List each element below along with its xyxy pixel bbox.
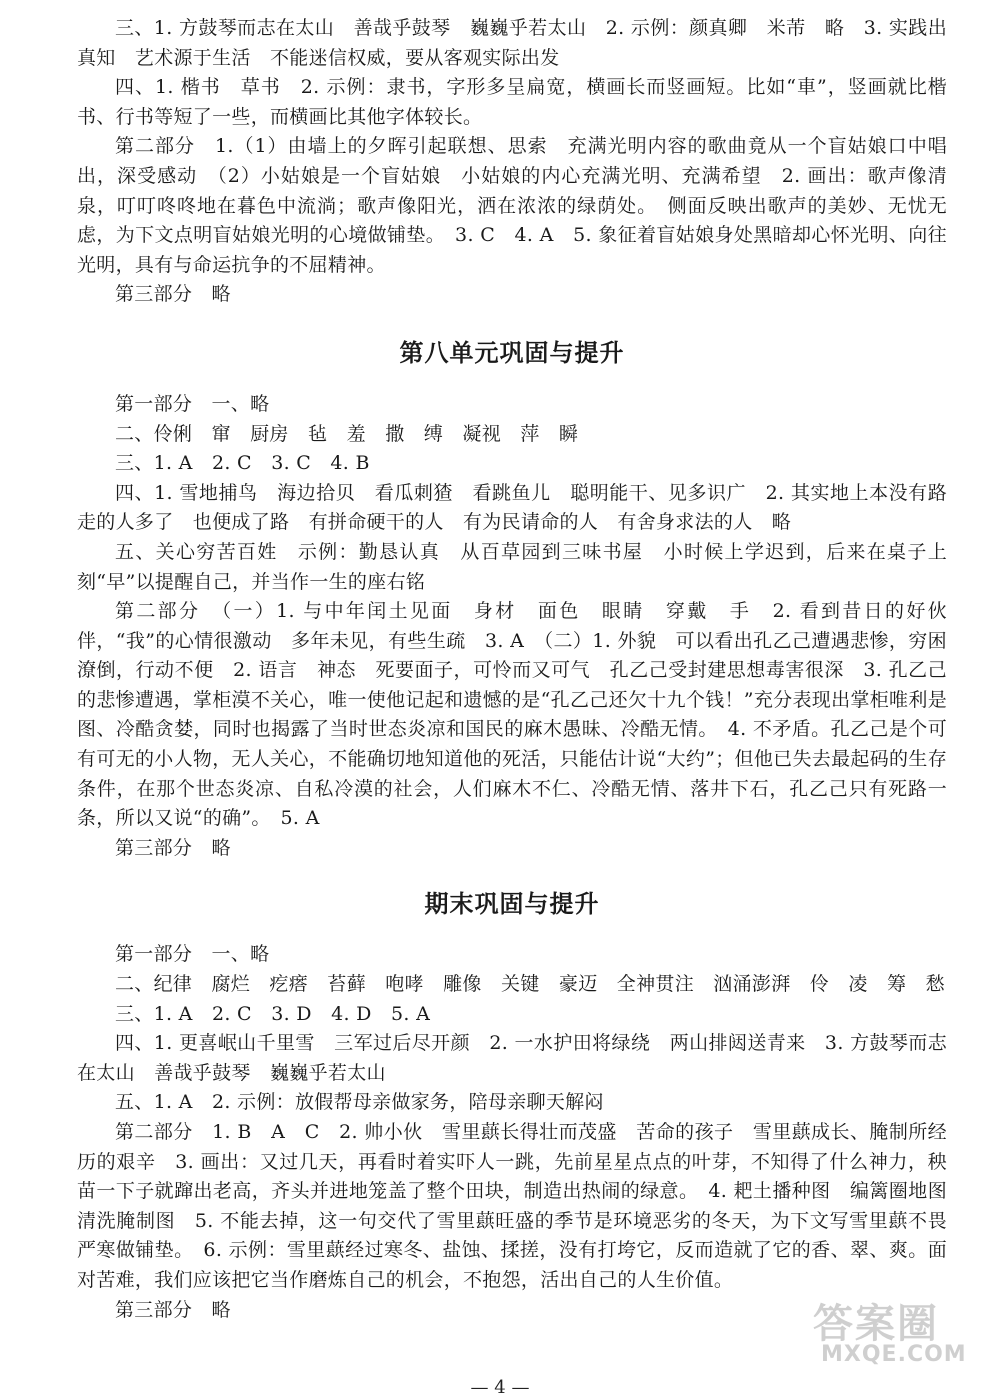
unit7-continued-section [77,14,947,310]
unit8-part1-q2: 二、伶俐 窜 厨房 毡 羞 撒 缚 凝视 萍 瞬 [115,422,579,445]
final-part1-q2: 二、纪律 腐烂 疙瘩 苔藓 咆哮 雕像 关键 豪迈 全神贯注 汹涌澎湃 伶 凌 筹 愁 [115,973,945,996]
watermark-logo [813,1292,988,1377]
final-title: 期末巩固与提升 [424,890,600,919]
answer-page [77,14,967,1325]
page-number: — 4 — [470,1377,530,1398]
unit8-part2: 第二部分 （一）1. 与中年闰土见面 身材 面色 眼睛 穿戴 手 2. 看到昔日的好伙伴，“我”的心情很激动 多年未见，有些生疏 3. A （二）1. 外貌 可以看出孔乙己遭遇悲惨，穷困潦倒，行动不便 2. 语言 神态 死要面子，可怜而又可气 孔乙己受封建思想毒害很深 3. 孔乙己的悲惨遭遇，掌柜漠不关心，唯一使他记起和遗憾的是“孔乙己还欠十九个钱！”充分表现出掌柜唯利是图、冷酷贪婪，同时也揭露了当时世态炎凉和国民的麻木愚昧、冷酷无情。 4. 不矛盾。孔乙己是个可有可无的小人物，无人关心，不能确切地知道他的死活，只能估计说“大约”；但他已失去最起码的生存条件，在那个世态炎凉、自私冷漠的社会，人们麻木不仁、冷酷无情、落井下石，孔乙己只有死路一条，所以又说“的确”。 5. A [77,600,947,830]
unit7-part1-q4: 四、1. 楷书 草书 2. 示例：隶书，字形多呈扁宽，横画长而竖画短。比如“車”，竖画就比楷书、行书等短了一些，而横画比其他字体较长。 [77,76,947,128]
unit8-title: 第八单元巩固与提升 [399,338,625,367]
final-part2: 第二部分 1. B A C 2. 帅小伙 雪里蕻长得壮而茂盛 苦命的孩子 雪里蕻成长、腌制所经历的艰辛 3. 画出：又过几天，再看时着实吓人一跳，先前星星点点的叶芽，不知得了什么神力，秧苗一下子就蹿出老高，齐头并进地笼盖了整个田块，制造出热闹的绿意。 4. 耙土播种图 编篱圈地图 清洗腌制图 5. 不能去掉，这一句交代了雪里蕻旺盛的季节是环境恶劣的冬天，为下文写雪里蕻不畏严寒做铺垫。 6. 示例：雪里蕻经过寒冬、盐蚀、揉搓，没有打垮它，反而造就了它的香、翠、爽。面对苦难，我们应该把它当作磨炼自己的机会，不抱怨，活出自己的人生价值。 [77,1121,967,1291]
unit8-section [77,390,967,864]
final-part3: 第三部分 略 [115,1298,231,1321]
unit8-part1-q4: 四、1. 雪地捕鸟 海边拾贝 看瓜刺猹 看跳鱼儿 聪明能干、见多识广 2. 其实地上本没有路 走的人多了 也便成了路 有拼命硬干的人 有为民请命的人 有舍身求法的人 略 [77,481,967,534]
final-part1-q3: 三、1. A 2. C 3. D 4. D 5. A [115,1002,431,1025]
final-section [77,940,967,1325]
unit8-part1-q3: 三、1. A 2. C 3. C 4. B [115,452,370,475]
final-part1-q1: 第一部分 一、略 [115,943,270,966]
final-part1-q5: 五、1. A 2. 示例：放假帮母亲做家务，陪母亲聊天解闷 [115,1091,604,1114]
watermark-url: MXQE.COM [821,1342,967,1367]
unit8-part3: 第三部分 略 [115,836,231,859]
unit7-part1-q3: 三、1. 方鼓琴而志在太山 善哉乎鼓琴 巍巍乎若太山 2. 示例：颜真卿 米芾 略 3. 实践出真知 艺术源于生活 不能迷信权威，要从客观实际出发 [77,17,947,69]
watermark-text: 答案圈 [813,1301,939,1347]
final-part1-q4: 四、1. 更喜岷山千里雪 三军过后尽开颜 2. 一水护田将绿绕 两山排闼送青来 3. 方鼓琴而志在太山 善哉乎鼓琴 巍巍乎若太山 [77,1032,947,1084]
unit8-part1-q1: 第一部分 一、略 [115,392,270,415]
unit7-part2: 第二部分 1.（1）由墙上的夕晖引起联想、思索 充满光明内容的歌曲竟从一个盲姑娘口中唱出，深受感动 （2）小姑娘是一个盲姑娘 小姑娘的内心充满光明、充满希望 2. 画出：歌声像清泉，叮叮咚咚地在暮色中流淌；歌声像阳光，洒在浓浓的绿荫处。 侧面反映出歌声的美妙、无忧无虑，为下文点明盲姑娘光明的心境做铺垫。 3. C 4. A 5. 象征着盲姑娘身处黑暗却心怀光明、向往光明，具有与命运抗争的不屈精神。 [77,135,947,276]
unit8-part1-q5: 五、关心穷苦百姓 示例：勤恳认真 从百草园到三味书屋 小时候上学迟到，后来在桌子上刻“早”以提醒自己，并当作一生的座右铭 [77,540,947,593]
unit7-part3: 第三部分 略 [115,283,231,306]
